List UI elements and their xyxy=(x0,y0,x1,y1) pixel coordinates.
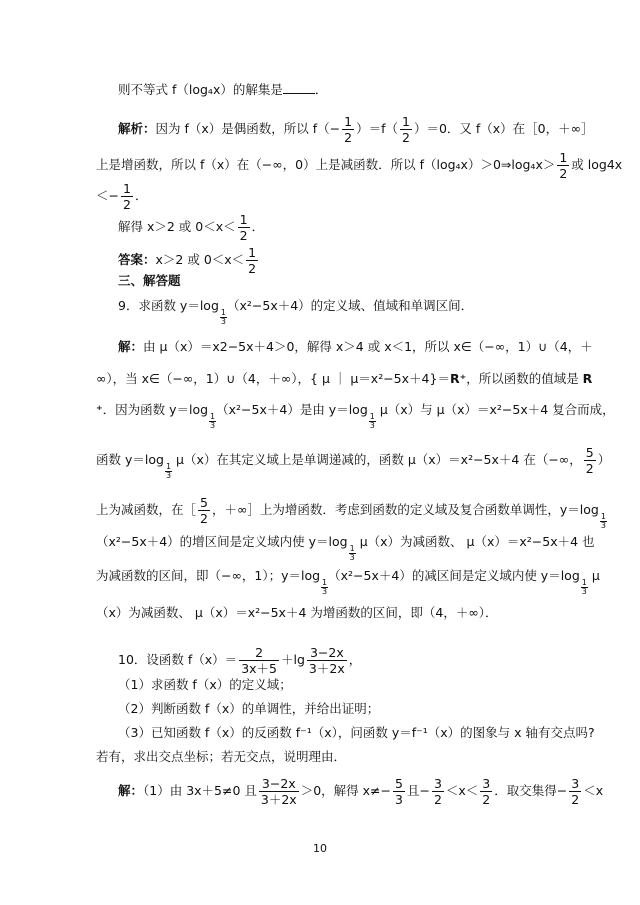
log-base-third: $\frac{1}{3}$ xyxy=(220,308,226,326)
analysis-label: 解析： xyxy=(118,121,156,136)
fraction-three-halves: $\frac{3}{2}$ xyxy=(433,776,442,807)
line-12-a: 函数 y＝log xyxy=(96,452,164,467)
line-22 xyxy=(118,776,603,807)
line-22-e: ．取交集得− xyxy=(494,783,568,798)
subquestion-3: （3）已知函数 f（x）的反函数 f⁻¹（x），问函数 y＝f⁻¹（x）的图象与 x 轴有交点吗? xyxy=(118,725,595,740)
log-base-third: $\frac{1}{3}$ xyxy=(369,412,375,430)
solution-label: 解： xyxy=(118,339,144,354)
problem-10-b: ＋lg xyxy=(281,652,305,667)
set-R-plus: R⁺ xyxy=(449,371,467,386)
fraction-half: $\frac{1}{2}$ xyxy=(559,150,568,181)
line-22-a: （1）由 3x＋5≠0 且 xyxy=(143,783,257,798)
line-22-c: 且− xyxy=(406,783,430,798)
fraction-three-halves: $\frac{3}{2}$ xyxy=(482,776,491,807)
line-5-text: 解得 x＞2 或 0＜x＜ xyxy=(118,219,236,234)
problem-10-a: 10．设函数 f（x）＝ xyxy=(118,652,238,667)
fraction-half: $\frac{1}{2}$ xyxy=(122,181,131,212)
fraction-f-b: $\frac{3-2x}{3+2x}$ xyxy=(260,776,297,807)
subquestion-1: （1）求函数 f（x）的定义域； xyxy=(118,677,292,692)
answer-blank xyxy=(283,82,315,94)
fraction-f-a: $\frac{2}{3x+5}$ xyxy=(241,645,277,676)
line-16: （x）为减函数、 μ（x）＝x²−5x＋4 为增函数的区间，即（4，＋∞）． xyxy=(96,605,498,620)
line-22-b: ＞0，解得 x≠− xyxy=(300,783,391,798)
plus-sign: ⁺ xyxy=(96,402,103,417)
line-6 xyxy=(118,245,260,276)
line-2 xyxy=(118,114,594,145)
line-5 xyxy=(118,212,264,243)
line-5-end: ． xyxy=(251,219,265,234)
line-22-f: ＜x xyxy=(583,783,604,798)
line-3 xyxy=(96,150,622,181)
answer-label: 答案： xyxy=(118,252,156,267)
fraction-half: $\frac{1}{2}$ xyxy=(344,114,353,145)
fraction-half: $\frac{1}{2}$ xyxy=(402,114,410,145)
line-11 xyxy=(96,402,615,430)
line-14-a: （x²−5x＋4）的增区间是定义域内使 y＝log xyxy=(96,534,348,549)
line-14 xyxy=(96,534,595,562)
line-4-text: ＜− xyxy=(96,188,119,203)
line-2-mid: ）＝f（ xyxy=(356,121,398,136)
line-2-text: 因为 f（x）是偶函数，所以 f（− xyxy=(155,121,341,136)
solution-label: 解： xyxy=(118,783,144,798)
fraction-f-b: $\frac{3-2x}{3+2x}$ xyxy=(308,645,345,676)
line-14-b: μ（x）为减函数、 μ（x）＝x²−5x＋4 也 xyxy=(355,534,595,549)
line-4-end: ． xyxy=(134,188,148,203)
line-13 xyxy=(96,495,607,530)
log-base-third: $\frac{1}{3}$ xyxy=(349,544,355,562)
problem-10 xyxy=(118,645,361,676)
line-12-c: ） xyxy=(597,452,611,467)
line-11-c: μ（x）与 μ（x）＝x²−5x＋4 复合而成， xyxy=(375,402,615,417)
line-15-c: μ xyxy=(587,568,600,583)
fraction-half: $\frac{1}{2}$ xyxy=(248,245,257,276)
problem-9-b: （x²−5x＋4）的定义域、值域和单调区间． xyxy=(226,298,474,313)
line-13-a: 上为减函数，在［ xyxy=(96,502,197,517)
log-base-third: $\frac{1}{3}$ xyxy=(600,512,606,530)
line-10-mid: ，所以函数的值域是 xyxy=(466,371,583,386)
subquestion-2: （2）判断函数 f（x）的单调性，并给出证明； xyxy=(118,701,380,716)
log-base-third: $\frac{1}{3}$ xyxy=(322,578,328,596)
line-3-end: 或 log4x xyxy=(571,157,623,172)
line-11-a: ．因为函数 y＝log xyxy=(102,402,209,417)
problem-9 xyxy=(118,298,473,326)
fraction-five-halves: $\frac{5}{2}$ xyxy=(585,445,594,476)
log-base-third: $\frac{1}{3}$ xyxy=(165,462,172,480)
log-base-third: $\frac{1}{3}$ xyxy=(581,578,587,596)
set-R: R xyxy=(582,371,593,386)
line-4 xyxy=(96,181,147,212)
fraction-five-halves: $\frac{5}{2}$ xyxy=(200,495,208,526)
line-9-text: 由 μ（x）＝x2−5x＋4＞0，解得 x＞4 或 x＜1，所以 x∈（−∞，1）∪（4，＋ xyxy=(143,339,593,354)
page-number: 10 xyxy=(313,842,327,855)
line-3-text: 上是增函数，所以 f（x）在（−∞，0）上是减函数．所以 f（log₄x）＞0⇒log₄x＞ xyxy=(96,157,556,172)
line-15-b: （x²−5x＋4）的减区间是定义域内使 y＝log xyxy=(328,568,580,583)
line-11-b: （x²−5x＋4）是由 y＝log xyxy=(216,402,368,417)
line-6-text: x＞2 或 0＜x＜ xyxy=(155,252,245,267)
line-12 xyxy=(96,445,610,480)
line-1-text: 则不等式 f（log₄x）的解集是 xyxy=(118,82,283,97)
line-10-text: ∞），当 x∈（−∞，1）∪（4，＋∞），{ μ ｜ μ＝x²−5x＋4}＝ xyxy=(96,371,450,386)
log-base-third: $\frac{1}{3}$ xyxy=(210,412,216,430)
line-1 xyxy=(118,82,327,98)
line-12-b: μ（x）在其定义域上是单调递减的，函数 μ（x）＝x²−5x＋4 在（−∞， xyxy=(172,452,582,467)
line-2-end: ）＝0．又 f（x）在［0，＋∞］ xyxy=(413,121,594,136)
line-9 xyxy=(118,339,593,355)
subquestion-3-cont: 若有，求出交点坐标；若无交点，说明理由． xyxy=(96,749,347,764)
fraction-three-halves: $\frac{3}{2}$ xyxy=(571,776,580,807)
problem-9-a: 9．求函数 y＝log xyxy=(118,298,219,313)
line-22-d: ＜x＜ xyxy=(445,783,479,798)
line-1-end: ． xyxy=(314,82,328,97)
fraction-half: $\frac{1}{2}$ xyxy=(239,212,248,243)
problem-10-c: ， xyxy=(348,652,362,667)
line-10 xyxy=(96,371,592,387)
line-15 xyxy=(96,568,600,596)
fraction-five-thirds: $\frac{5}{3}$ xyxy=(395,776,403,807)
section-heading: 三、解答题 xyxy=(118,273,181,288)
line-13-b: ，＋∞］上为增函数．考虑到函数的定义域及复合函数单调性，y＝log xyxy=(211,502,599,517)
line-15-a: 为减函数的区间，即（−∞，1）；y＝log xyxy=(96,568,321,583)
